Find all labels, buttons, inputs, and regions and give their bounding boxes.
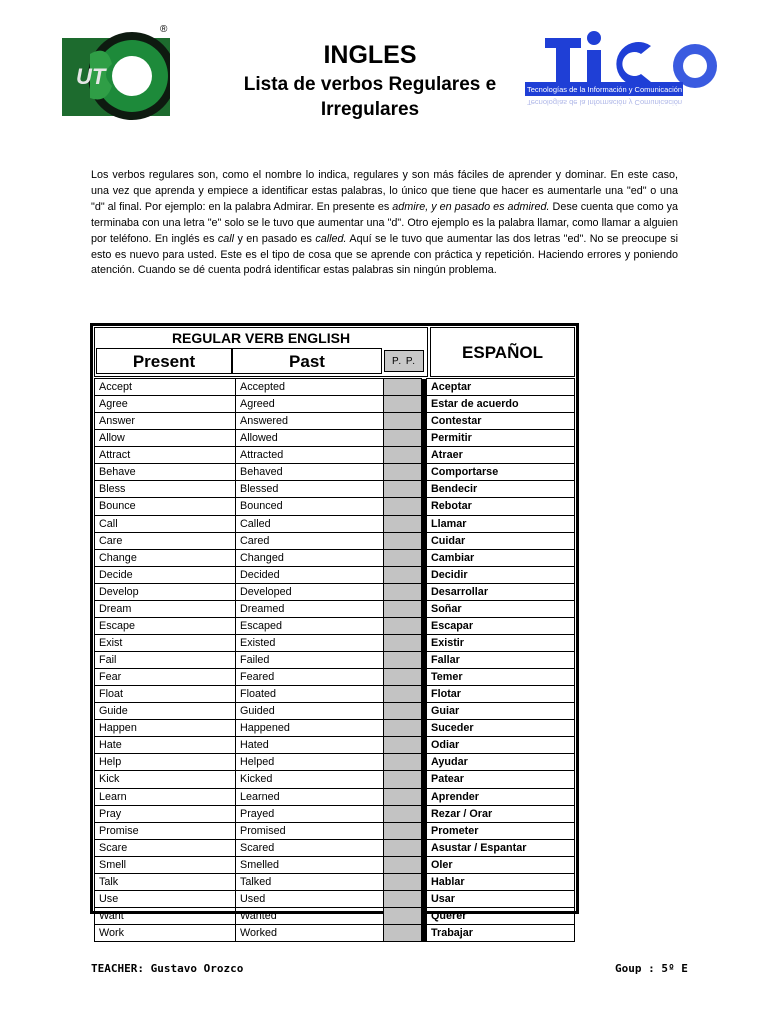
- cell-espanol: Llamar: [427, 515, 575, 532]
- cell-past: Called: [236, 515, 384, 532]
- cell-past: Changed: [236, 549, 384, 566]
- cell-past: Escaped: [236, 617, 384, 634]
- table-row: [95, 703, 575, 720]
- cell-present: Develop: [95, 583, 236, 600]
- table-row: [95, 788, 575, 805]
- cell-pp: [384, 447, 422, 464]
- cell-past: Developed: [236, 583, 384, 600]
- cell-pp: [384, 890, 422, 907]
- table-row: [95, 600, 575, 617]
- cell-pp: [384, 907, 422, 924]
- cell-espanol: Ayudar: [427, 754, 575, 771]
- table-row: [95, 515, 575, 532]
- table-row: [95, 754, 575, 771]
- intro-paragraph: [91, 168, 678, 279]
- cell-present: Happen: [95, 720, 236, 737]
- table-row: [95, 464, 575, 481]
- cell-present: Fail: [95, 652, 236, 669]
- table-row: [95, 805, 575, 822]
- cell-espanol: Trabajar: [427, 925, 575, 942]
- table-row: [95, 856, 575, 873]
- cell-espanol: Existir: [427, 634, 575, 651]
- cell-espanol: Querer: [427, 907, 575, 924]
- table-row: [95, 430, 575, 447]
- page-subtitle-line1: Lista de verbos Regulares e: [243, 74, 497, 95]
- cell-espanol: Fallar: [427, 652, 575, 669]
- table-row: [95, 669, 575, 686]
- cell-past: Guided: [236, 703, 384, 720]
- cell-pp: [384, 720, 422, 737]
- cell-pp: [384, 617, 422, 634]
- cell-present: Hate: [95, 737, 236, 754]
- cell-pp: [384, 498, 422, 515]
- cell-past: Answered: [236, 413, 384, 430]
- table-row: [95, 498, 575, 515]
- cell-pp: [384, 464, 422, 481]
- cell-espanol: Decidir: [427, 566, 575, 583]
- table-row: [95, 447, 575, 464]
- cell-espanol: Patear: [427, 771, 575, 788]
- table-row: [95, 617, 575, 634]
- cell-espanol: Estar de acuerdo: [427, 396, 575, 413]
- cell-pp: [384, 925, 422, 942]
- cell-past: Talked: [236, 873, 384, 890]
- cell-espanol: Prometer: [427, 822, 575, 839]
- cell-present: Pray: [95, 805, 236, 822]
- cell-past: Smelled: [236, 856, 384, 873]
- cell-espanol: Oler: [427, 856, 575, 873]
- cell-present: Kick: [95, 771, 236, 788]
- table-row: [95, 890, 575, 907]
- tic-logo-caption: Tecnologías de la Información y Comunicación: [527, 85, 683, 94]
- table-row: [95, 413, 575, 430]
- title-block: [190, 38, 550, 122]
- table-row: [95, 873, 575, 890]
- universidad-logo-icon: [62, 24, 170, 128]
- cell-present: Fear: [95, 669, 236, 686]
- cell-espanol: Cuidar: [427, 532, 575, 549]
- cell-espanol: Comportarse: [427, 464, 575, 481]
- cell-past: Failed: [236, 652, 384, 669]
- cell-present: Smell: [95, 856, 236, 873]
- cell-espanol: Flotar: [427, 686, 575, 703]
- table-row: [95, 396, 575, 413]
- intro-example-admire: admire, y en pasado es admired.: [392, 200, 550, 213]
- column-header-present: Present: [96, 348, 232, 374]
- cell-past: Behaved: [236, 464, 384, 481]
- cell-espanol: Temer: [427, 669, 575, 686]
- cell-present: Bounce: [95, 498, 236, 515]
- table-row: [95, 566, 575, 583]
- table-row: [95, 652, 575, 669]
- cell-espanol: Soñar: [427, 600, 575, 617]
- intro-text-2: Dese cuenta que como ya terminaba con una letra "e" solo se le tuvo que aumentar una "d". Otro ejemplo es la palabra llamar, como llamar a alguien por teléfono. En inglés es: [91, 200, 678, 245]
- verb-table: [94, 378, 575, 942]
- table-row: [95, 583, 575, 600]
- cell-pp: [384, 822, 422, 839]
- cell-present: Float: [95, 686, 236, 703]
- cell-past: Used: [236, 890, 384, 907]
- cell-past: Blessed: [236, 481, 384, 498]
- cell-present: Guide: [95, 703, 236, 720]
- cell-present: Promise: [95, 822, 236, 839]
- cell-pp: [384, 839, 422, 856]
- cell-pp: [384, 515, 422, 532]
- cell-espanol: Permitir: [427, 430, 575, 447]
- table-row: [95, 379, 575, 396]
- cell-present: Use: [95, 890, 236, 907]
- cell-present: Want: [95, 907, 236, 924]
- cell-past: Decided: [236, 566, 384, 583]
- cell-pp: [384, 669, 422, 686]
- page-title: INGLES: [323, 41, 417, 69]
- cell-past: Kicked: [236, 771, 384, 788]
- cell-espanol: Usar: [427, 890, 575, 907]
- logo-mark: UT: [76, 64, 106, 89]
- cell-present: Dream: [95, 600, 236, 617]
- teacher-label: TEACHER: Gustavo Orozco: [91, 962, 244, 975]
- intro-text-3: y en pasado es: [234, 232, 316, 245]
- cell-espanol: Desarrollar: [427, 583, 575, 600]
- cell-pp: [384, 703, 422, 720]
- cell-espanol: Contestar: [427, 413, 575, 430]
- intro-example-called: called.: [315, 232, 347, 245]
- cell-pp: [384, 873, 422, 890]
- cell-past: Hated: [236, 737, 384, 754]
- cell-present: Answer: [95, 413, 236, 430]
- cell-pp: [384, 856, 422, 873]
- cell-present: Escape: [95, 617, 236, 634]
- column-header-past: Past: [232, 348, 382, 374]
- cell-pp: [384, 771, 422, 788]
- cell-espanol: Rebotar: [427, 498, 575, 515]
- table-row: [95, 839, 575, 856]
- table-row: [95, 737, 575, 754]
- cell-pp: [384, 549, 422, 566]
- cell-past: Accepted: [236, 379, 384, 396]
- registered-mark: ®: [160, 24, 168, 35]
- cell-past: Bounced: [236, 498, 384, 515]
- cell-pp: [384, 686, 422, 703]
- intro-example-call: call: [217, 232, 235, 245]
- cell-espanol: Odiar: [427, 737, 575, 754]
- cell-pp: [384, 413, 422, 430]
- cell-espanol: Aceptar: [427, 379, 575, 396]
- cell-present: Call: [95, 515, 236, 532]
- cell-past: Feared: [236, 669, 384, 686]
- cell-past: Promised: [236, 822, 384, 839]
- cell-present: Decide: [95, 566, 236, 583]
- group-label: Goup : 5º E: [615, 962, 688, 975]
- cell-espanol: Bendecir: [427, 481, 575, 498]
- cell-past: Worked: [236, 925, 384, 942]
- table-row: [95, 532, 575, 549]
- cell-past: Dreamed: [236, 600, 384, 617]
- tic-logo-icon: [525, 24, 725, 110]
- cell-past: Prayed: [236, 805, 384, 822]
- cell-espanol: Escapar: [427, 617, 575, 634]
- cell-present: Talk: [95, 873, 236, 890]
- cell-past: Helped: [236, 754, 384, 771]
- cell-present: Help: [95, 754, 236, 771]
- page-subtitle-line2: Irregulares: [320, 99, 420, 120]
- cell-present: Work: [95, 925, 236, 942]
- table-row: [95, 720, 575, 737]
- cell-pp: [384, 430, 422, 447]
- cell-pp: [384, 805, 422, 822]
- table-row: [95, 634, 575, 651]
- cell-past: Agreed: [236, 396, 384, 413]
- intro-text-1: Los verbos regulares son, como el nombre lo indica, regulares y son más fáciles de aprender y dominar. En este caso, una vez que aprenda y empiece a identificar estas palabras, lo único que tiene que hacer es aumentarle una "ed" o una "d" al final. Por ejemplo: en la palabra Admirar. En presente es: [91, 169, 678, 213]
- column-header-pp: P. P.: [384, 350, 424, 372]
- cell-espanol: Asustar / Espantar: [427, 839, 575, 856]
- cell-present: Agree: [95, 396, 236, 413]
- cell-past: Attracted: [236, 447, 384, 464]
- cell-present: Care: [95, 532, 236, 549]
- table-row: [95, 925, 575, 942]
- table-row: [95, 686, 575, 703]
- cell-pp: [384, 600, 422, 617]
- cell-espanol: Aprender: [427, 788, 575, 805]
- cell-past: Scared: [236, 839, 384, 856]
- cell-espanol: Rezar / Orar: [427, 805, 575, 822]
- cell-pp: [384, 396, 422, 413]
- cell-espanol: Guiar: [427, 703, 575, 720]
- svg-text:Tecnologías de la Información: Tecnologías de la Información y Comunicación: [527, 98, 683, 107]
- cell-present: Scare: [95, 839, 236, 856]
- cell-past: Cared: [236, 532, 384, 549]
- cell-pp: [384, 788, 422, 805]
- column-header-espanol: ESPAÑOL: [430, 327, 575, 377]
- table-title: REGULAR VERB ENGLISH: [171, 330, 351, 346]
- cell-past: Allowed: [236, 430, 384, 447]
- cell-pp: [384, 754, 422, 771]
- table-row: [95, 771, 575, 788]
- cell-present: Behave: [95, 464, 236, 481]
- cell-pp: [384, 379, 422, 396]
- cell-present: Exist: [95, 634, 236, 651]
- cell-past: Happened: [236, 720, 384, 737]
- cell-espanol: Atraer: [427, 447, 575, 464]
- table-row: [95, 549, 575, 566]
- cell-pp: [384, 532, 422, 549]
- cell-present: Accept: [95, 379, 236, 396]
- cell-present: Change: [95, 549, 236, 566]
- cell-pp: [384, 634, 422, 651]
- cell-present: Attract: [95, 447, 236, 464]
- cell-pp: [384, 583, 422, 600]
- cell-pp: [384, 737, 422, 754]
- cell-past: Floated: [236, 686, 384, 703]
- cell-pp: [384, 566, 422, 583]
- cell-espanol: Cambiar: [427, 549, 575, 566]
- intro-text-4: Aquí se le tuvo que aumentar las dos letras "ed". No se preocupe si esto es nuevo para usted. Este es el tipo de cosa que se aprende con práctica y repetición. Haciendo errores y poniendo atención. Cuando se dé cuenta podrá identificar estas palabras sin ningún problema.: [91, 232, 678, 277]
- table-row: [95, 481, 575, 498]
- cell-past: Learned: [236, 788, 384, 805]
- table-row: [95, 907, 575, 924]
- cell-past: Existed: [236, 634, 384, 651]
- cell-espanol: Suceder: [427, 720, 575, 737]
- cell-pp: [384, 652, 422, 669]
- cell-present: Learn: [95, 788, 236, 805]
- cell-pp: [384, 481, 422, 498]
- cell-espanol: Hablar: [427, 873, 575, 890]
- cell-present: Bless: [95, 481, 236, 498]
- table-row: [95, 822, 575, 839]
- cell-past: Wanted: [236, 907, 384, 924]
- cell-present: Allow: [95, 430, 236, 447]
